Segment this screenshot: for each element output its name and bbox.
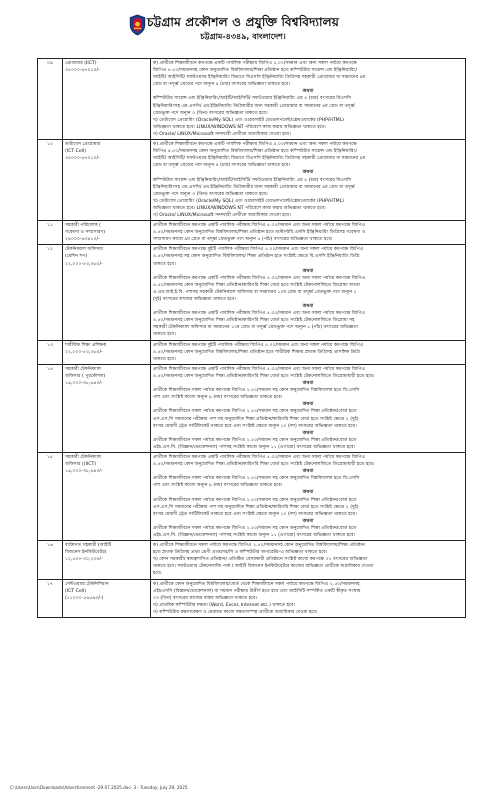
serial-number-cell: ০৯ <box>38 59 63 140</box>
requirement-line: এস.এস.সি সমমানের পরীক্ষায় পাশ সহ অনুমোদিত শিক্ষা প্রতিষ্ঠান/কারিগরি শিক্ষা বোর্ড হতে সংশ্লিষ্ট ক্ষেত্রে ২ (দুই) <box>153 504 359 510</box>
requirement-line: প্রার্থীকে শিক্ষাজীবনে কমপক্ষে একটি পাবলিক পরীক্ষায় জিপিএ ৫.০০/সমমান এবং অন্য সকল পর্যায়ে কমপক্ষে জিপিএ <box>153 311 366 317</box>
pay-scale: ১৬,০০০-৩৮,৬৪০/- <box>65 381 103 387</box>
requirement-line: ৪.৫০/সমমানসহ কোন অনুমোদিত বিশ্ববিদ্যালয়/শিক্ষা প্রতিষ্ঠান হতে মাস্টার্স/বি.এসসি ইঞ্জিনিয়ারিং ডিগ্রিসহ গবেষণা ও <box>153 230 366 236</box>
requirements-cell <box>151 541 466 579</box>
requirement-line: এ.এম.আই.ই.বি. পাশসহ সহকারী টেকনিক্যাল অফিসার বা সমমানের ১০ম গ্রেড বা তদূর্ধ্ব গ্রেডভুক্ত পদে অন্যূন ২ <box>153 289 357 295</box>
pay-scale: ১৬,০০০-৩৮,৬৪০/- <box>65 469 103 475</box>
requirement-line: ইঞ্জিনিয়ারিংসহ এম.এসসি/ এম.ইঞ্জিনিয়ারিং ডিগ্রিধারীর জন্য সহকারী প্রোগ্রামার বা সমমানের ৯ম গ্রেড বা তদূর্ধ্ব <box>153 184 355 190</box>
requirement-line: থাকতে হবে। <box>153 332 176 338</box>
requirement-line: প্রার্থীকে শিক্ষাজীবনে সকল পর্যায়ে কমপক্ষে জিপিএ ২.৫০/সমমান সহ কোন অনুমোদিত শিক্ষা প্রতিষ্ঠান/বোর্ড হতে <box>153 525 357 531</box>
requirement-line: গ) Oracle/ LINUX/Microsoft সনদধারী প্রার্থীকে অগ্রাধিকার দেওয়া হবে। <box>153 212 291 218</box>
post-cell <box>63 579 151 617</box>
or-separator: অথবা <box>302 89 314 95</box>
post-name: টেকনিক্যাল অফিসার <box>65 247 103 253</box>
requirement-line: থাকতে হবে। <box>153 356 176 362</box>
requirement-line: এইচএসসি (বিজ্ঞান/ভোকেশনাল) বা সমমান পরীক্ষায় উত্তীর্ণ হতে হবে এবং আইসিটি সম্পর্কিত একটি স্বীকৃত সংস্থায় <box>153 588 361 594</box>
serial-number-cell: ১৬ <box>38 541 63 579</box>
requirement-line: বৎসর মেয়াদী ট্রেড সার্টিফিকেট থাকতে হবে এবং সংশ্লিষ্ট ক্ষেত্রে অন্যূন ১০ (দশ) বৎসরের অভিজ্ঞতা থাকতে হবে। <box>153 423 357 429</box>
requirement-line: গ্রেডভুক্ত পদে অন্যূন ৩ (তিন) বৎসরের অভিজ্ঞতা থাকতে হবে। <box>153 110 268 116</box>
requirement-line: প্রার্থীকে শিক্ষাজীবনে কমপক্ষে একটি পাবলিক পরীক্ষায় জিপিএ ৫.০০/সমমান এবং অন্য সকল পর্যায়ে কমপক্ষে জিপিএ <box>153 275 366 281</box>
table-row <box>38 140 466 221</box>
requirement-line: জিপিএ ৪.৫০/সমমানসহ কোন অনুমোদিত বিশ্ববিদ্যালয়/শিক্ষা প্রতিষ্ঠান হতে কম্পিউটার সায়েন্স এন্ড ইঞ্জিনিয়ারিং/ <box>153 149 358 155</box>
university-address: চট্টগ্রাম-৪৩৪৯, বাংলাদেশ। <box>200 32 286 41</box>
posts-table <box>37 58 466 618</box>
requirement-line: প্রার্থীকে শিক্ষাজীবনে কমপক্ষে দুইটি পাবলিক পরীক্ষায় জিপিএ ৫.০০/সমমান এবং অন্য সকল পর্যায়ে কমপক্ষে জিপিএ <box>153 247 364 253</box>
or-separator: অথবা <box>302 268 314 274</box>
requirement-line: জিপিএ ৪.৫০/সমমানসহ কোন অনুমোদিত বিশ্ববিদ্যালয়/শিক্ষা প্রতিষ্ঠান হতে কম্পিউটার সায়েন্স এন্ড ইঞ্জিনিয়ারিং/ <box>153 68 358 74</box>
requirement-line: আইটি/ আইসিটি/ সফটওয়্যার ইঞ্জিনিয়ারিং বিভাগে বিএসসি ইঞ্জিনিয়ারিং ডিগ্রিসহ সহকারী প্রোগ্রামার বা সমমানের ৯ম <box>153 75 366 81</box>
requirement-line: প্রার্থীকে শিক্ষাজীবনে কমপক্ষে দুইটি পাবলিক পরীক্ষায় জিপিএ ৫.০০/সমমান এবং অন্য সকল পর্যায়ে কমপক্ষে জিপিএ <box>153 342 364 348</box>
post-name-line-2: বিজনেস ইনকিউবেটর) <box>65 550 107 556</box>
post-name-line-2: অফিসার ((IICT) <box>65 462 97 468</box>
requirement-line: প্রার্থীকে শিক্ষাজীবনে সকল পর্যায়ে কমপক্ষে জিপিএ ২.৫০/সমমান সহ কোন অনুমোদিত শিক্ষা প্রতিষ্ঠান/বোর্ড হতে <box>153 497 357 503</box>
requirement-line: (দুই) বৎসরের কাজের অভিজ্ঞতা থাকতে হবে। <box>153 297 236 302</box>
requirement-line: কম্পিউটার সায়েন্স এন্ড ইঞ্জিনিয়ারিং/আইটি/আইসিটি/ সফটওয়্যার ইঞ্জিনিয়ারিং এর ৪ (চার) বৎসরের বিএসসি <box>153 96 352 102</box>
serial-number-cell: ১৭ <box>38 579 63 617</box>
table-row <box>38 221 466 245</box>
table-row <box>38 245 466 340</box>
post-cell <box>63 364 151 452</box>
requirement-line: হবে। <box>153 571 162 577</box>
post-name: সহকারী টেকনিক্যাল <box>65 366 102 372</box>
post-cell <box>63 245 151 340</box>
pay-scale: ২২,০০০-৫৩,০৬০/- <box>65 261 103 267</box>
requirement-line: সহকারী টেকনিক্যাল অফিসার বা সমমানের ১০ম গ্রেড বা তদূর্ধ্ব গ্রেডভুক্ত পদে অন্যূন ৫ (পাঁচ) বৎসরের অভিজ্ঞতা <box>153 325 358 331</box>
requirement-line: প্রার্থীকে শিক্ষাজীবনে সকল পর্যায়ে কমপক্ষে জিপিএ ২.৫০/সমমান সহ কোন অনুমোদিত শিক্ষা প্রতিষ্ঠান/বোর্ড হতে <box>153 437 357 443</box>
post-name: শারীরিক শিক্ষা প্রশিক্ষক <box>65 342 107 348</box>
requirements-cell <box>151 245 466 340</box>
requirement-line: থাকতে হবে। <box>153 261 176 267</box>
table-row <box>38 452 466 540</box>
requirements-cell <box>151 340 466 364</box>
university-title: চট্টগ্রাম প্রকৌশল ও প্রযুক্তি বিশ্ববিদ্যালয় <box>146 15 340 29</box>
requirement-line: ৪.৫০/সমমানসহ কোন অনুমোদিত শিক্ষা প্রতিষ্ঠান/কারিগরি শিক্ষা বোর্ড হতে সংশ্লিষ্ট টেকনোলজিতে ডিপ্লোমা অথবা <box>153 282 360 288</box>
post-name: সেন্টওয়্যার টেকনিশিয়ান <box>65 581 109 587</box>
requirement-line: ৪.৫০/সমমানসহ কোন অনুমোদিত শিক্ষা প্রতিষ্ঠান/কারিগরি শিক্ষা বোর্ড হতে সংশ্লিষ্ট টেকনোলজিতে ডিপ্লোমাধারী হতে হবে। <box>153 373 375 379</box>
serial-number-cell: ১৫ <box>38 452 63 540</box>
letterhead <box>0 6 486 52</box>
requirement-line: খ) ডেটাবেস প্রোগ্রামিং (Oracle/My SQL) এবং ওয়েবসাইট ডেভেলপমেন্ট/ফ্রেমওয়ার্কের (PHP/HTML) <box>153 198 344 204</box>
or-separator: অথবা <box>302 490 314 496</box>
requirement-line: আইটি/ আইসিটি/ সফটওয়্যার ইঞ্জিনিয়ারিং বিভাগে বিএসসি ইঞ্জিনিয়ারিং ডিগ্রিসহ সহকারী প্রোগ্রামার বা সমমানের ৯ম <box>153 156 366 162</box>
or-separator: অথবা <box>302 402 314 408</box>
requirement-line: হতে স্নাতক ডিগ্রিসহ প্রথম শ্রেণী প্রাপ্তদের/সি ও কম্পিউটার অপারেটর-এ অভিজ্ঞতা থাকতে হবে। <box>153 550 328 556</box>
posts-table-body <box>38 59 466 618</box>
requirements-cell <box>151 579 466 617</box>
or-separator: অথবা <box>302 304 314 310</box>
post-name: প্রোগ্রামার (IICT) <box>65 61 97 66</box>
post-cell <box>63 59 151 140</box>
post-cell <box>63 452 151 540</box>
post-name: সহকারী পরিচালক ( <box>65 223 101 229</box>
requirement-line: প্রার্থীকে শিক্ষাজীবনে সকল পর্যায়ে কমপক্ষে জিপিএ ২.৫০/সমমান সহ কোন অনুমোদিত বিশ্ববিদ্যালয় হতে বি.এসসি <box>153 476 360 482</box>
requirement-line: গ) কম্পিউটার রক্ষণাবেক্ষণ ও মেরামত কাজে দক্ষতাসম্পন্ন প্রার্থীকে অগ্রাধিকার দেওয়া হবে। <box>153 609 318 615</box>
requirement-line: সম্প্রসারণ কাজে ৯ম গ্রেড বা তদূর্ধ্ব গ্রেডভুক্ত পদে অন্যূন ৫ (পাঁচ) বৎসরের অভিজ্ঞতা থাকতে হবে। <box>153 237 333 243</box>
file-path-footer: C:\Users\User\Downloads\Advertisement -29.07.2025.doc- 3 - Tuesday, July 29, 2025 <box>10 785 188 790</box>
requirement-line: পাশ এবং সংশ্লিষ্ট কাজে অন্যূন ৯ (নয়) বৎসরের অভিজ্ঞতা থাকতে হবে। <box>153 483 283 489</box>
requirement-line: প্রার্থীকে শিক্ষাজীবনে সকল পর্যায়ে কমপক্ষে জিপিএ ২.৫০/সমমান সহ কোন অনুমোদিত বিশ্ববিদ্যালয় হতে বি.এসসি <box>153 388 360 394</box>
pay-scale: ৩৫০০০-৬৭০১০/- <box>65 68 100 74</box>
requirement-line: অভিজ্ঞতা থাকতে হবে। LINUX/WINDOWS NT পরিবেশে কাজ করার অভিজ্ঞতা থাকতে হবে। <box>153 124 326 130</box>
requirement-line: পাশ এবং সংশ্লিষ্ট কাজে অন্যূন ৯ (নয়) বৎসরের অভিজ্ঞতা থাকতে হবে। <box>153 395 283 401</box>
requirement-line: ক) প্রার্থীকে শিক্ষাজীবনে কমপক্ষে একটি পাবলিক পরীক্ষায় জিপিএ ৫.০০/সমমান এবং অন্য সকল পর্যায়ে কমপক্ষে <box>153 61 357 66</box>
requirement-line: ৪.৫০/সমমানসহ কোন অনুমোদিত শিক্ষা প্রতিষ্ঠান/কারিগরি শিক্ষা বোর্ড হতে সংশ্লিষ্ট টেকনোলজিতে ডিপ্লোমা সহ <box>153 318 355 324</box>
serial-number-cell: ১২ <box>38 245 63 340</box>
requirement-line: ৪.৫০/সমমানসহ সহ কোন অনুমোদিত বিশ্ববিদ্যালয়/ শিক্ষা প্রতিষ্ঠান হতে সংশ্লিষ্ট ক্ষেত্রে বি.এসসি ইঞ্জিনিয়ারিং ডিগ্রি <box>153 254 360 260</box>
requirement-line: গ্রেডভুক্ত পদে অন্যূন ৩ (তিন) বৎসরের অভিজ্ঞতা থাকতে হবে। <box>153 191 268 197</box>
table-row <box>38 541 466 579</box>
requirement-line: বৎসর মেয়াদী ট্রেড সার্টিফিকেট থাকতে হবে এবং সংশ্লিষ্ট ক্ষেত্রে অন্যূন ১০ (দশ) বৎসরের অভিজ্ঞতা থাকতে হবে। <box>153 511 357 517</box>
table-row <box>38 59 466 140</box>
requirement-line: এস.এস.সি সমমানের পরীক্ষায় পাশ সহ অনুমোদিত শিক্ষা প্রতিষ্ঠান/কারিগরি শিক্ষা বোর্ড হতে সংশ্লিষ্ট ক্ষেত্রে ২ (দুই) <box>153 416 359 422</box>
post-name-line-2: (ICT Cell) <box>65 588 86 594</box>
table-row <box>38 579 466 617</box>
requirement-line: খ) ডেটাবেস প্রোগ্রামিং (Oracle/My SQL) এবং ওয়েবসাইট ডেভেলপমেন্ট/ফ্রেমওয়ার্কের (PHP/HTML) <box>153 117 344 123</box>
post-cell <box>63 140 151 221</box>
post-cell <box>63 221 151 245</box>
or-separator: অথবা <box>302 381 314 387</box>
post-name-line-2: গবেষণা ও সম্প্রসারণ) <box>65 230 106 236</box>
or-separator: অথবা <box>302 469 314 475</box>
requirement-line: ৪.৫০/সমমানসহ কোন অনুমোদিত বিশ্ববিদ্যালয়/শিক্ষা প্রতিষ্ঠান হতে শারীরিক শিক্ষায় স্নাতক ডিগ্রিসহ প্রাসঙ্গিক ডিগ্রি <box>153 349 360 355</box>
post-name: সহকারী টেকনিক্যাল <box>65 454 102 460</box>
pay-scale: (১১০০০-২৬৫৯০/-) <box>65 595 104 601</box>
serial-number-cell: ১৩ <box>38 340 63 364</box>
requirement-line: ক) প্রার্থীকে শিক্ষাজীবনে কমপক্ষে একটি পাবলিক পরীক্ষায় জিপিএ ৫.০০/সমমান এবং অন্য সকল পর্যায়ে কমপক্ষে <box>153 142 357 148</box>
requirement-line: অভিজ্ঞতা থাকতে হবে। LINUX/WINDOWS NT পরিবেশে কাজ করার অভিজ্ঞতা থাকতে হবে। <box>153 205 326 211</box>
post-name-line-2: (মেশিন শপ) <box>65 254 88 260</box>
pay-scale: ৩৫০০০-৬৭০১০/- <box>65 156 100 162</box>
requirement-line: খ) প্রাথমিক কম্পিউটার দক্ষতা (Word, Excel, Internet etc.) থাকতে হবে। <box>153 602 296 608</box>
requirement-line: থাকতে হবে। সফটওয়্যার টেকনোলজি পার্ক / আইটি বিজনেস ইনকিউবেটরে কাজের অভিজ্ঞতা প্রার্থীকে অগ্রাধিকার দেওয়া <box>153 564 374 570</box>
requirements-cell <box>151 364 466 452</box>
requirement-line: খ) কোন সরকারী/ স্বায়ত্বশাসিত প্রতিষ্ঠান/ প্রতিষ্ঠিত বেসরকারী প্রতিষ্ঠানে সংশ্লিষ্ট কাজে কমপক্ষে ০২ বৎসরের অভিজ্ঞতা <box>153 557 368 563</box>
post-cell <box>63 340 151 364</box>
requirement-line: গ্রেড বা তদূর্ধ্ব গ্রেডের পদে অন্যূন ৪ (চার) বৎসরের অভিজ্ঞতা থাকতে হবে। <box>153 82 290 88</box>
requirement-line: প্রার্থীকে শিক্ষাজীবনে কমপক্ষে একটি পাবলিক পরীক্ষায় জিপিএ ৫.০০/সমমান এবং অন্য সকল পর্যায়ে কমপক্ষে জিপিএ <box>153 366 366 372</box>
or-separator: অথবা <box>302 170 314 176</box>
requirements-cell <box>151 221 466 245</box>
post-name-line-2: অফিসার ( পুরকৌশল) <box>65 373 106 379</box>
requirement-line: কম্পিউটার সায়েন্স এন্ড ইঞ্জিনিয়ারিং/আইটি/আইসিটি/ সফটওয়্যার ইঞ্জিনিয়ারিং এর ৪ (চার) বৎসরের বিএসসি <box>153 177 352 183</box>
requirements-cell <box>151 59 466 140</box>
requirement-line: ৪.৫০/সমমানসহ কোন অনুমোদিত শিক্ষা প্রতিষ্ঠান/কারিগরি শিক্ষা বোর্ড হতে সংশ্লিষ্ট টেকনোলজিতে ডিপ্লোমাধারী হতে হবে। <box>153 462 375 468</box>
requirements-cell <box>151 452 466 540</box>
serial-number-cell: ১১ <box>38 221 63 245</box>
serial-number-cell: ১৪ <box>38 364 63 452</box>
requirement-line: এইচ.এস.সি. (বিজ্ঞান/ভোকেশনাল) পাশসহ সংশ্লিষ্ট কাজে অন্যূন ১১ (এগারো) বৎসরের অভিজ্ঞতা থাকতে হবে। <box>153 444 356 450</box>
requirement-line: প্রার্থীকে শিক্ষাজীবনে সকল পর্যায়ে কমপক্ষে জিপিএ ২.৫০/সমমান সহ কোন অনুমোদিত শিক্ষা প্রতিষ্ঠান/বোর্ড হতে <box>153 409 357 415</box>
requirement-line: প্রার্থীকে শিক্ষাজীবনে কমপক্ষে একটি পাবলিক পরীক্ষায় জিপিএ ৫.০০/সমমান এবং অন্য সকল পর্যায়ে কমপক্ষে জিপিএ <box>153 223 366 229</box>
requirement-line: ক) প্রার্থীকে শিক্ষাজীবনে সকল পর্যায়ে কমপক্ষে জিপিএ ২.৫০/সমমানসহ কোন অনুমোদিত বিশ্ববিদ্যালয়/শিক্ষা প্রতিষ্ঠান <box>153 543 365 549</box>
pay-scale: ২৯০০০-৬৩৪১০/- <box>65 237 100 243</box>
or-separator: অথবা <box>302 430 314 436</box>
serial-number-cell: ১০ <box>38 140 63 221</box>
pay-scale: ২২,০০০-৫৩,০৬০/- <box>65 349 103 355</box>
requirements-cell <box>151 140 466 221</box>
table-row <box>38 364 466 452</box>
or-separator: অথবা <box>302 518 314 524</box>
requirement-line: ইঞ্জিনিয়ারিংসহ এম.এসসি/ এম.ইঞ্জিনিয়ারিং ডিগ্রিধারীর জন্য সহকারী প্রোগ্রামার বা সমমানের ৯ম গ্রেড বা তদূর্ধ্ব <box>153 103 355 109</box>
post-name: ব্যক্তিগত সহকারী (আইটি <box>65 543 112 549</box>
requirement-line: গ) Oracle/ LINUX/Microsoft সনদধারী প্রার্থীকে অগ্রাধিকার দেওয়া হবে। <box>153 131 291 137</box>
post-cell <box>63 541 151 579</box>
requirement-line: ক) প্রার্থীকে কোন অনুমোদিত বিশ্ববিদ্যালয়/বোর্ড থেকে শিক্ষাজীবনে সকল পর্যায়ে কমপক্ষে জিপিএ ২.৫০/সমমানসহ <box>153 581 360 587</box>
requirement-line: প্রার্থীকে শিক্ষাজীবনে কমপক্ষে একটি পাবলিক পরীক্ষায় জিপিএ ৫.০০/সমমান এবং অন্য সকল পর্যায়ে কমপক্ষে জিপিএ <box>153 454 366 460</box>
requirement-line: এইচ.এস.সি. (বিজ্ঞান/ভোকেশনাল) পাশসহ সংশ্লিষ্ট কাজে অন্যূন ১১ (এগারো) বৎসরের অভিজ্ঞতা থাকতে হবে। <box>153 533 356 538</box>
pay-scale: ১২,৫০০-৩০,২৩০/- <box>65 557 103 563</box>
post-name: ডাটাবেস প্রোগ্রামার <box>65 142 101 148</box>
requirement-line: গ্রেড বা তদূর্ধ্ব গ্রেডের পদে অন্যূন ৪ (চার) বৎসরের অভিজ্ঞতা থাকতে হবে। <box>153 163 290 169</box>
post-name-line-2: (ICT Cell) <box>65 149 86 155</box>
requirement-line: ০৩ (তিন) বৎসরের কাজের বাস্তব অভিজ্ঞতা থাকতে হবে। <box>153 595 258 601</box>
table-row <box>38 340 466 364</box>
